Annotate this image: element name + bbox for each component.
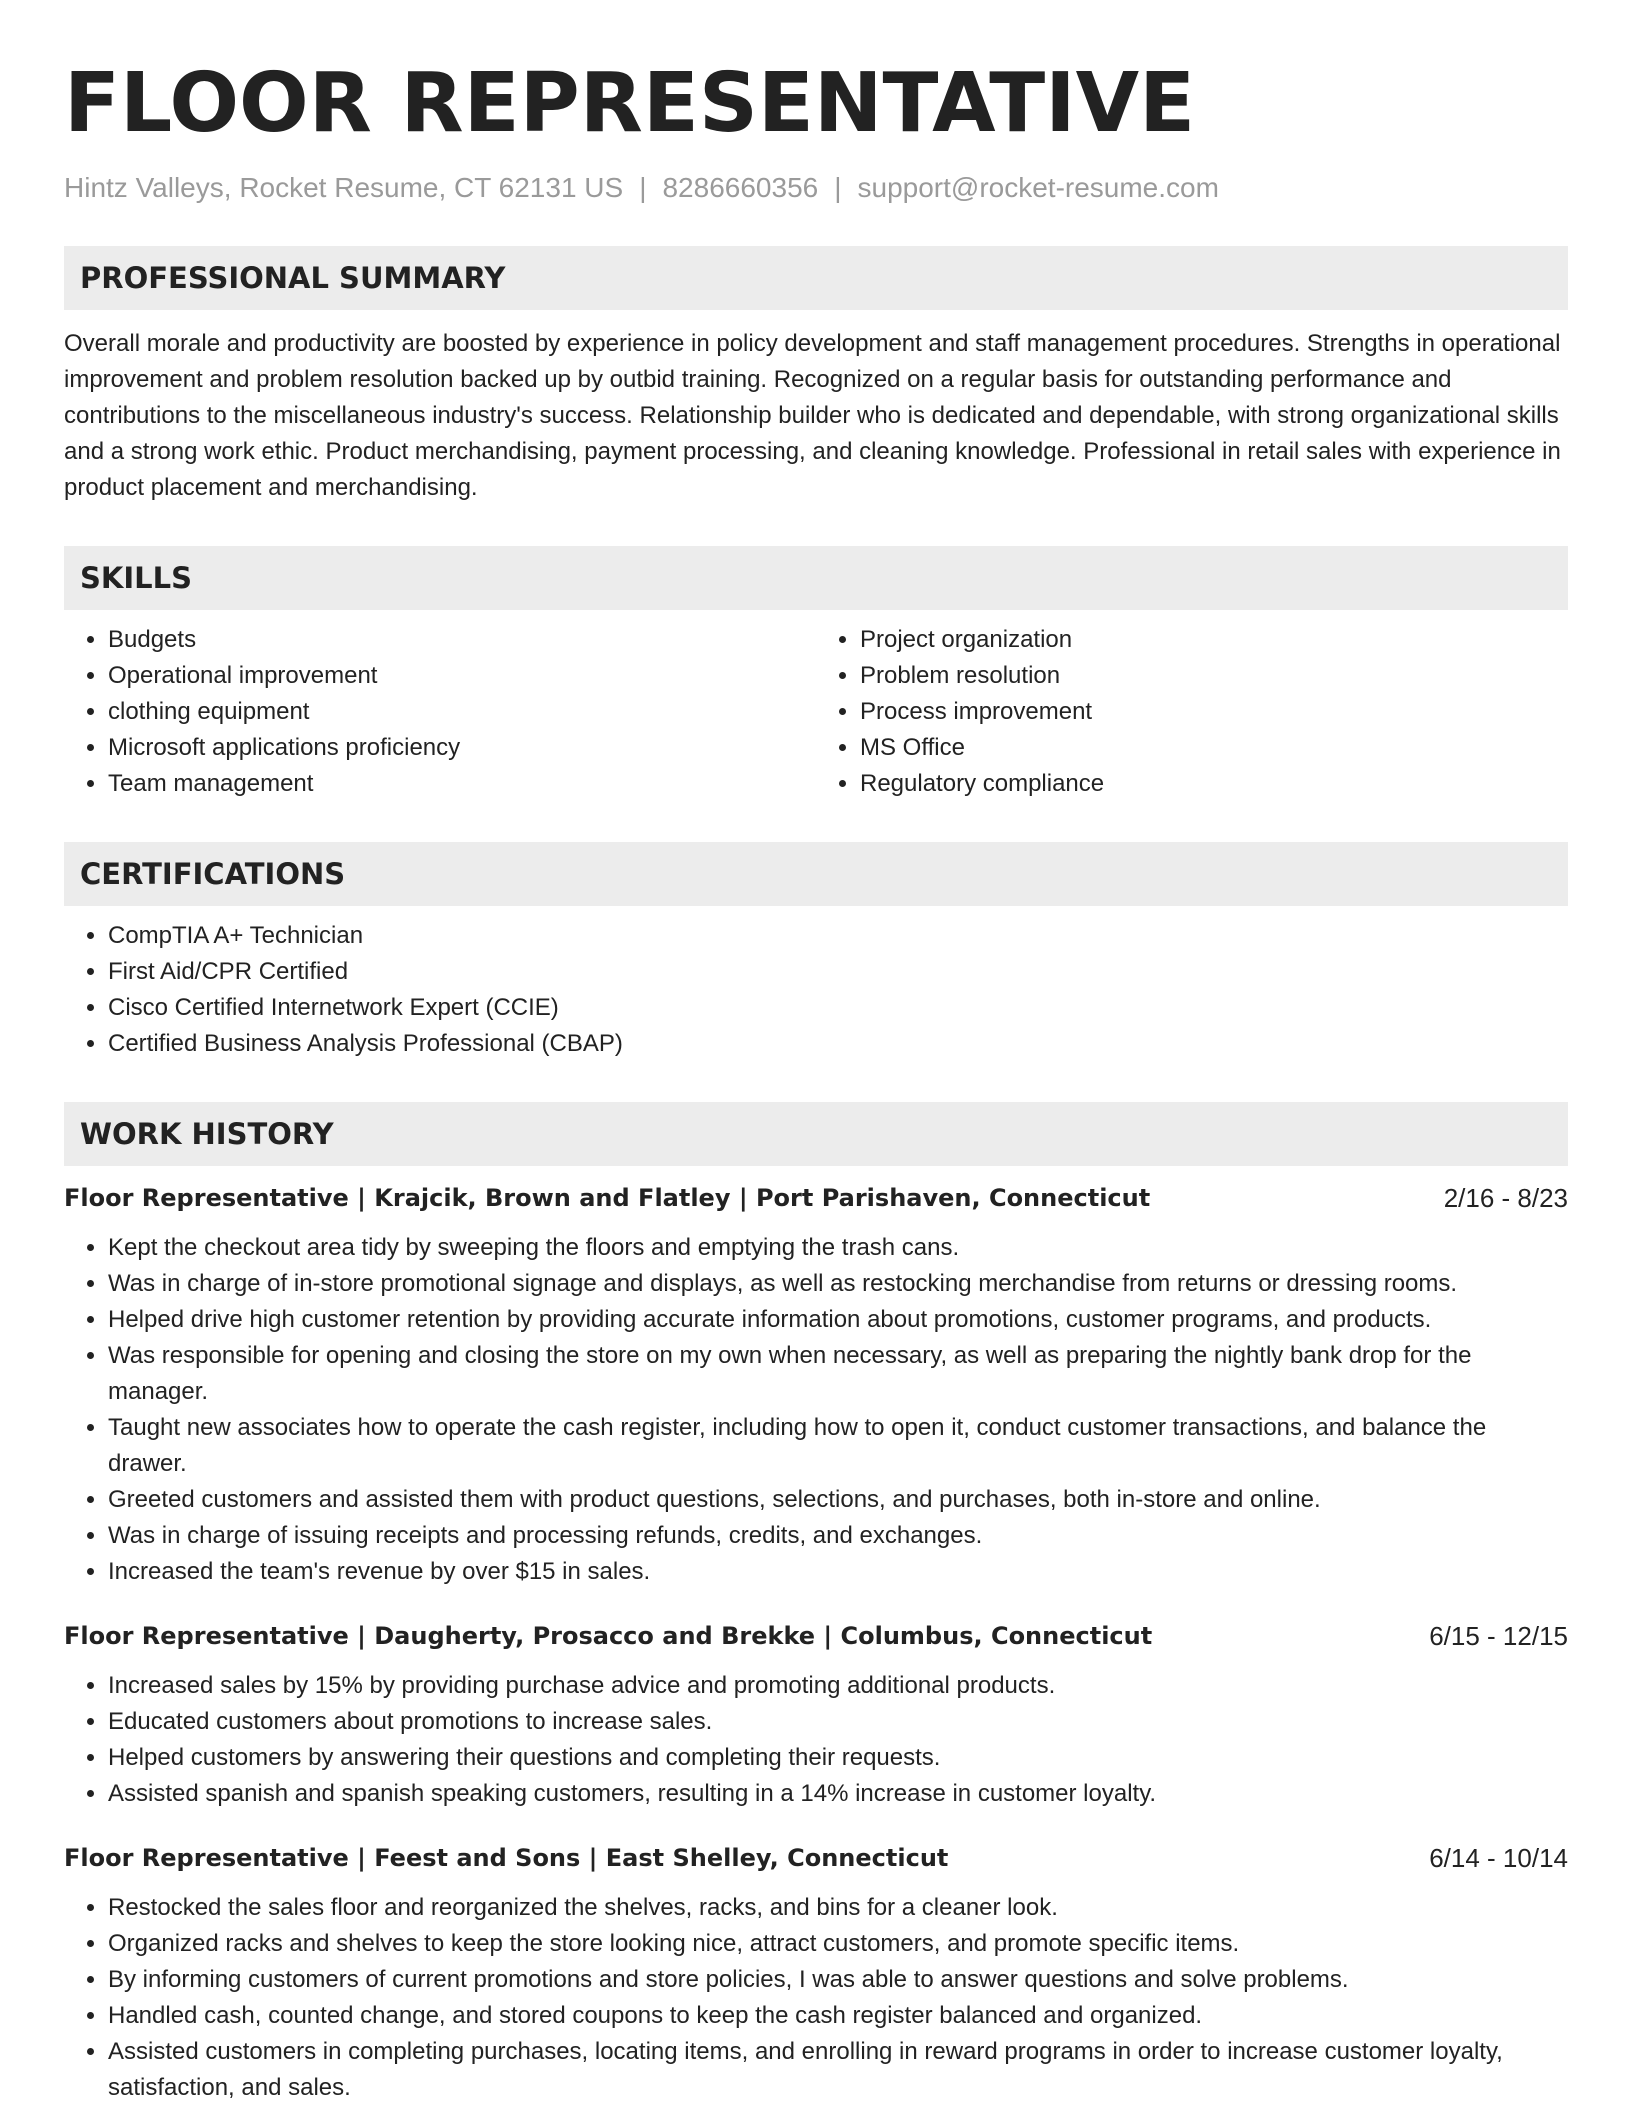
work-history-heading: WORK HISTORY	[64, 1102, 1568, 1166]
skill-item: • Problem resolution	[860, 658, 1568, 694]
certifications-list	[64, 918, 1568, 1062]
contact-separator: |	[639, 172, 647, 203]
job-entry	[64, 1618, 1568, 1812]
certifications-heading: CERTIFICATIONS	[64, 842, 1568, 906]
job-bullet: • Taught new associates how to operate the cash register, including how to open it, conduct customer transactions, and balance the drawer.	[108, 1410, 1568, 1482]
job-header	[64, 1840, 1568, 1876]
skills-column-right	[816, 622, 1568, 802]
job-bullet: • Greeted customers and assisted them with product questions, selections, and purchases, both in-store and online.	[108, 1482, 1568, 1518]
job-bullet: • Was in charge of in-store promotional signage and displays, as well as restocking merchandise from returns or dressing rooms.	[108, 1266, 1568, 1302]
job-bullet: • Restocked the sales floor and reorganized the shelves, racks, and bins for a cleaner look.	[108, 1890, 1568, 1926]
job-bullet: • Increased sales by 15% by providing purchase advice and promoting additional products.	[108, 1668, 1568, 1704]
job-bullet: • By informing customers of current promotions and store policies, I was able to answer questions and solve problems.	[108, 1962, 1568, 1998]
resume-name: FLOOR REPRESENTATIVE	[64, 56, 1196, 151]
job-bullet: • Was responsible for opening and closing the store on my own when necessary, as well as preparing the nightly bank drop for the manager.	[108, 1338, 1568, 1410]
job-bullet: • Assisted customers in completing purchases, locating items, and enrolling in reward programs in order to increase customer loyalty, satisfaction, and sales.	[108, 2034, 1568, 2106]
certification-item: • CompTIA A+ Technician	[108, 918, 1568, 954]
job-dates: 2/16 - 8/23	[1443, 1183, 1568, 1213]
contact-separator: |	[834, 172, 842, 203]
job-title: Floor Representative | Feest and Sons | East Shelley, Connecticut	[64, 1844, 949, 1872]
contact-line	[64, 170, 1568, 206]
job-bullet: • Increased the team's revenue by over $15 in sales.	[108, 1554, 1568, 1590]
job-bullet: • Helped customers by answering their questions and completing their requests.	[108, 1740, 1568, 1776]
skill-item: • Regulatory compliance	[860, 766, 1568, 802]
job-bullet: • Helped drive high customer retention by providing accurate information about promotions, customer programs, and products.	[108, 1302, 1568, 1338]
job-bullet: • Kept the checkout area tidy by sweeping the floors and emptying the trash cans.	[108, 1230, 1568, 1266]
skills-list	[64, 622, 1568, 802]
job-bullets	[64, 1890, 1568, 2106]
certification-item: • First Aid/CPR Certified	[108, 954, 1568, 990]
summary-heading: PROFESSIONAL SUMMARY	[64, 246, 1568, 310]
job-bullet: • Educated customers about promotions to increase sales.	[108, 1704, 1568, 1740]
skill-item: • Budgets	[108, 622, 816, 658]
skills-column-left	[64, 622, 816, 802]
summary-text: Overall morale and productivity are boosted by experience in policy development and staff management procedures. Strengths in operational improvement and problem resolution backed up by outbid training. Recognized on a regular basis for outstanding performance and contributions to the miscellaneous industry's success. Relationship builder who is dedicated and dependable, with strong organizational skills and a strong work ethic. Product merchandising, payment processing, and cleaning knowledge. Professional in retail sales with experience in product placement and merchandising.	[64, 330, 1561, 501]
job-entry	[64, 1840, 1568, 2106]
skill-item: • MS Office	[860, 730, 1568, 766]
contact-address: Hintz Valleys, Rocket Resume, CT 62131 US	[64, 172, 624, 203]
job-header	[64, 1618, 1568, 1654]
job-bullet: • Was in charge of issuing receipts and processing refunds, credits, and exchanges.	[108, 1518, 1568, 1554]
job-dates: 6/14 - 10/14	[1429, 1843, 1568, 1873]
job-bullet: • Assisted spanish and spanish speaking customers, resulting in a 14% increase in customer loyalty.	[108, 1776, 1568, 1812]
job-dates: 6/15 - 12/15	[1429, 1621, 1568, 1651]
job-bullet: • Handled cash, counted change, and stored coupons to keep the cash register balanced and organized.	[108, 1998, 1568, 2034]
job-bullet: • Organized racks and shelves to keep the store looking nice, attract customers, and promote specific items.	[108, 1926, 1568, 1962]
job-header	[64, 1180, 1568, 1216]
job-title: Floor Representative | Krajcik, Brown and Flatley | Port Parishaven, Connecticut	[64, 1184, 1151, 1212]
skills-heading: SKILLS	[64, 546, 1568, 610]
skill-item: • clothing equipment	[108, 694, 816, 730]
contact-phone: 8286660356	[662, 172, 819, 203]
contact-email: support@rocket-resume.com	[857, 172, 1219, 203]
certification-item: • Certified Business Analysis Professional (CBAP)	[108, 1026, 1568, 1062]
job-title: Floor Representative | Daugherty, Prosacco and Brekke | Columbus, Connecticut	[64, 1622, 1153, 1650]
skill-item: • Microsoft applications proficiency	[108, 730, 816, 766]
skill-item: • Team management	[108, 766, 816, 802]
skill-item: • Operational improvement	[108, 658, 816, 694]
skill-item: • Process improvement	[860, 694, 1568, 730]
job-bullets	[64, 1230, 1568, 1590]
job-entry	[64, 1180, 1568, 1590]
skill-item: • Project organization	[860, 622, 1568, 658]
job-bullets	[64, 1668, 1568, 1812]
certification-item: • Cisco Certified Internetwork Expert (CCIE)	[108, 990, 1568, 1026]
